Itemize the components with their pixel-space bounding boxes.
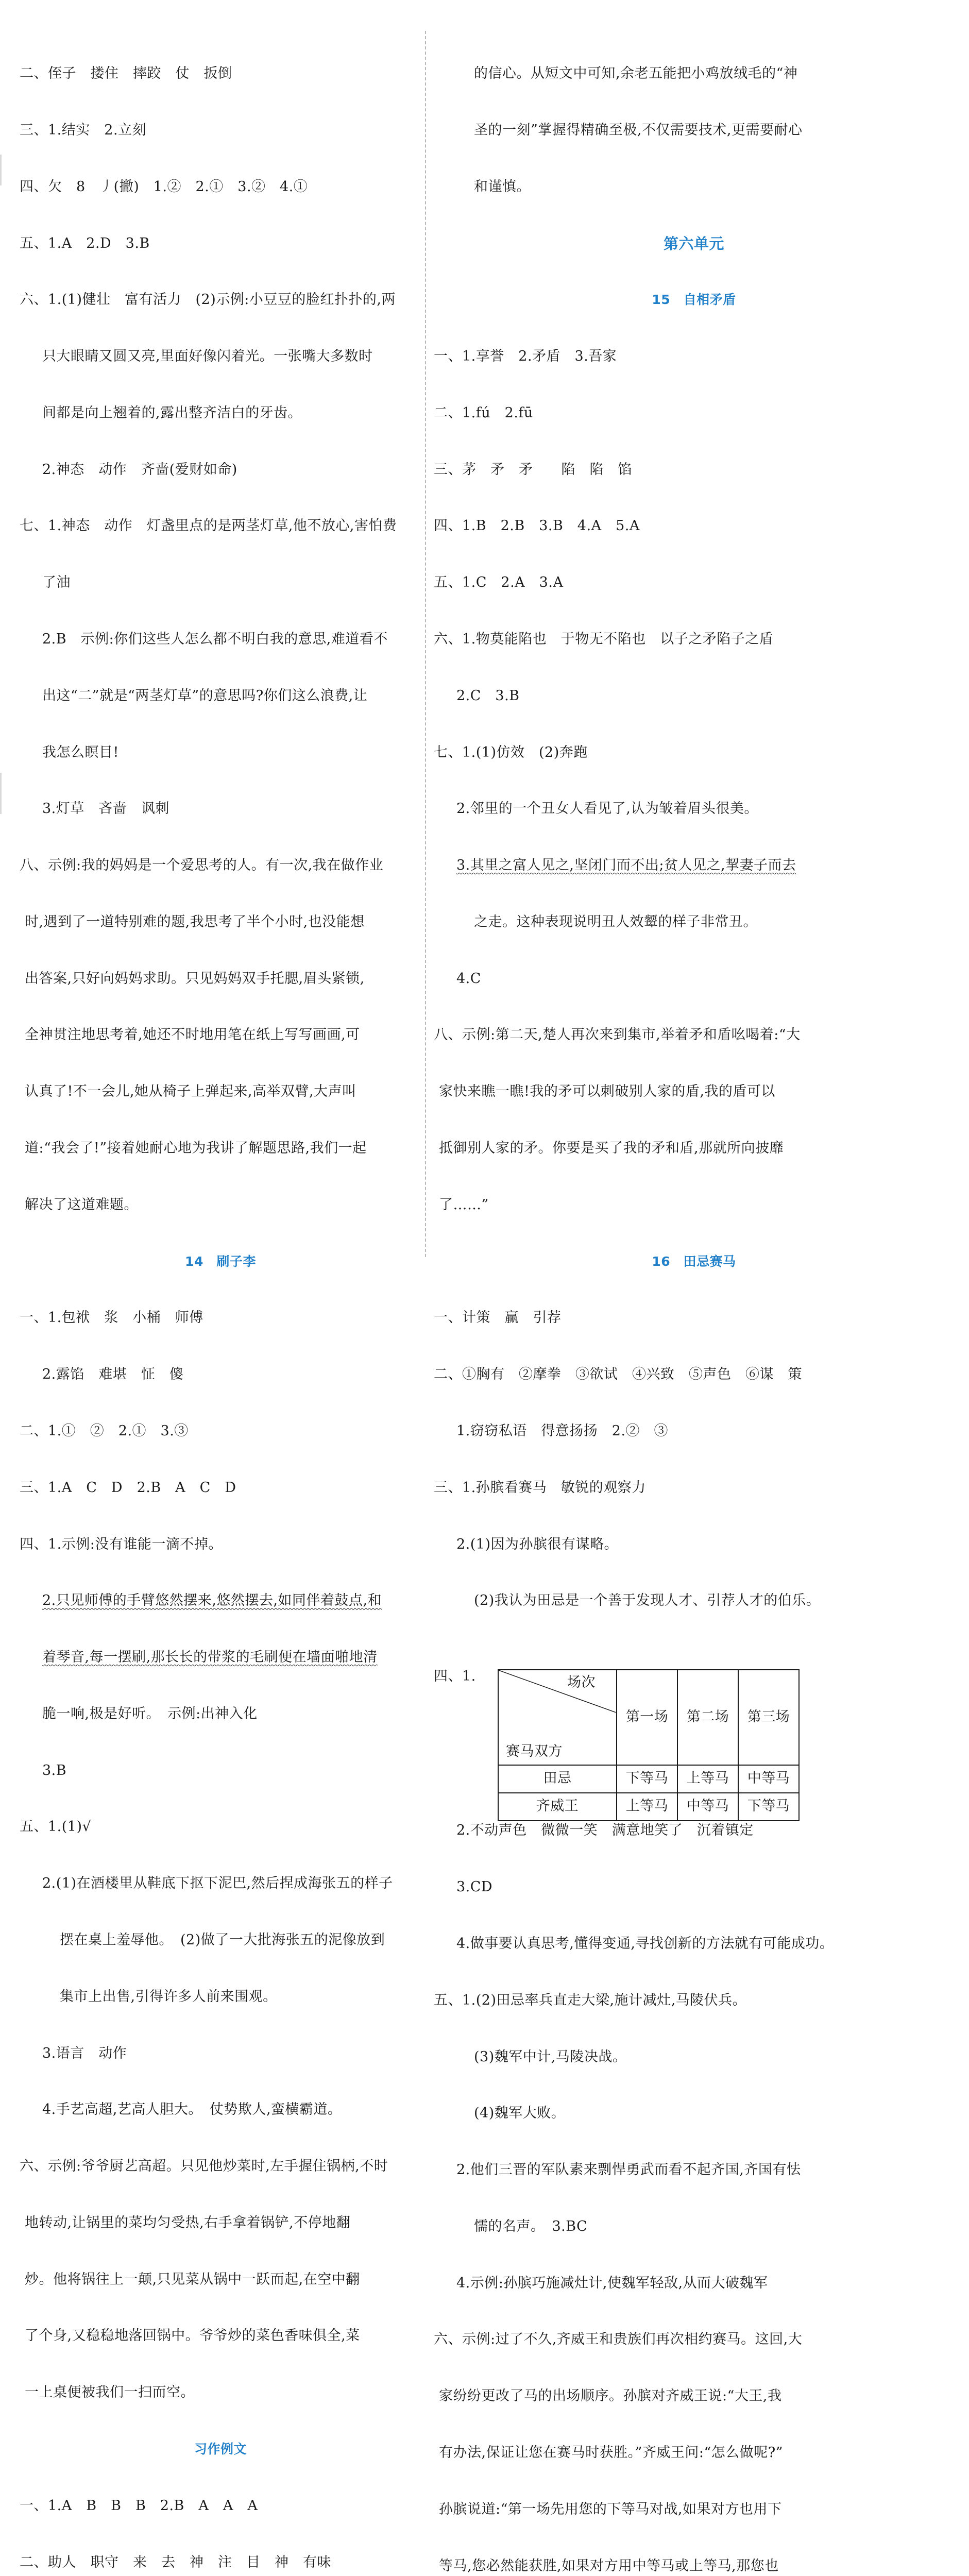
text-line: 2.不动声色 微微一笑 满意地笑了 沉着镇定 [456,1822,754,1839]
table-cell: 中等马 [677,1793,738,1821]
text-line: 2.他们三晋的军队素来剽悍勇武而看不起齐国,齐国有怯 [456,2162,801,2178]
text-line: 六、1.物莫能陷也 于物无不陷也 以子之矛陷子之盾 [434,631,774,647]
text-line: 三、1.结实 2.立刻 [20,122,147,138]
text-line: 2.只见师傅的手臂悠然摆来,悠然摆去,如同伴着鼓点,和 [42,1592,382,1609]
text-line: 一、1.A B B B 2.B A A A [20,2497,258,2514]
scan-edge-mark [0,773,2,814]
table-cell: 下等马 [738,1793,799,1821]
text-line: 3.灯草 吝啬 讽刺 [42,801,169,817]
text-line: 了……” [439,1196,489,1213]
column-divider [425,31,426,1257]
text-line: (3)魏军中计,马陵决战。 [474,2048,627,2065]
text-line: 六、示例:爷爷厨艺高超。只见他炒菜时,左手握住锅柄,不时 [20,2158,388,2175]
text-line: 1.窃窃私语 得意扬扬 2.② ③ [456,1422,669,1439]
table-cell: 中等马 [738,1765,799,1793]
text-line: 2.(1)因为孙膑很有谋略。 [456,1536,619,1552]
text-line: 八、示例:第二天,楚人再次来到集市,举着矛和盾吆喝着:“大 [434,1027,801,1043]
text-line: 七、1.神态 动作 灯盏里点的是两茎灯草,他不放心,害怕费 [20,518,397,534]
text-line: 三、1.孙膑看赛马 敏锐的观察力 [434,1479,646,1496]
table-cell: 田忌 [498,1765,617,1793]
table-header-cell: 第三场 [738,1670,799,1765]
table-cell: 下等马 [617,1765,677,1793]
text-line: 二、①胸有 ②摩拳 ③欲试 ④兴致 ⑤声色 ⑥谋 策 [434,1366,802,1383]
text-line: 认真了!不一会儿,她从椅子上弹起来,高举双臂,大声叫 [25,1083,356,1100]
text-line: 2.C 3.B [456,687,520,704]
text-line: 五、1.C 2.A 3.A [434,574,564,591]
table-header-row [498,1670,799,1765]
horse-race-table [498,1669,800,1821]
left-column [20,27,421,2576]
text-line: 3.语言 动作 [42,2045,127,2061]
text-line: 了个身,又稳稳地落回锅中。爷爷炒的菜色香味俱全,菜 [25,2328,360,2344]
lesson-heading: 16 田忌赛马 [652,1253,736,1269]
text-line: 2.神态 动作 齐啬(爱财如命) [42,461,237,478]
text-line: 五、1.(1)√ [20,1819,92,1835]
text-line: 地转动,让锅里的菜均匀受热,右手拿着锅铲,不停地翻 [25,2214,351,2231]
table-row [498,1765,799,1793]
text-line: 出这“二”就是“两茎灯草”的意思吗?你们这么浪费,让 [42,687,368,704]
text-line: 了油 [42,574,71,591]
lesson-heading: 15 自相矛盾 [652,292,736,308]
text-line: 一、计策 赢 引荐 [434,1310,562,1326]
text-line: 解决了这道难题。 [25,1196,138,1213]
text-line: 一、1.包袱 浆 小桶 师傅 [20,1310,203,1326]
table-header-cell: 第二场 [677,1670,738,1765]
text-line: 三、茅 矛 矛 陷 陷 馅 [434,461,632,478]
text-line: 炒。他将锅往上一颠,只见菜从锅中一跃而起,在空中翻 [25,2271,360,2287]
text-line: 时,遇到了一道特别难的题,我思考了半个小时,也没能想 [25,913,365,930]
text-line: 抵御别人家的矛。你要是买了我的矛和盾,那就所向披靡 [439,1140,784,1157]
text-line: 二、1.① ② 2.① 3.③ [20,1422,189,1439]
text-line: 二、助人 职守 来 去 神 注 目 神 有味 [20,2554,331,2570]
section-heading: 习作例文 [194,2442,247,2456]
text-line: 六、示例:过了不久,齐威王和贵族们再次相约赛马。这回,大 [434,2331,803,2348]
text-line: 我怎么瞑目! [42,744,119,760]
header-top-label: 场次 [567,1674,596,1690]
right-column [434,27,954,2576]
text-line: 3.B [42,1762,67,1778]
text-line: 圣的一刻”掌握得精确至极,不仅需要技术,更需要耐心 [474,122,803,138]
text-line: 着琴音,每一摆刷,那长长的带浆的毛刷便在墙面啪地清 [42,1649,378,1666]
text-line: 等马,您必然能获胜,如果对方用中等马或上等马,那您也 [439,2557,779,2574]
text-line: 全神贯注地思考着,她还不时地用笔在纸上写写画画,可 [25,1027,360,1043]
text-line: 二、侄子 搂住 摔跤 仗 扳倒 [20,65,232,82]
text-line: 集市上出售,引得许多人前来围观。 [60,1988,277,2005]
text-line: 的信心。从短文中可知,余老五能把小鸡放绒毛的“神 [474,65,798,82]
text-line: 五、1.(2)田忌率兵直走大梁,施计减灶,马陵伏兵。 [434,1992,747,2008]
text-line: 2.露馅 难堪 怔 傻 [42,1366,184,1383]
text-line: 4.C [456,970,481,987]
scan-edge-mark [0,155,2,185]
text-line: 八、示例:我的妈妈是一个爱思考的人。有一次,我在做作业 [20,857,384,874]
header-bottom-label: 赛马双方 [506,1743,563,1760]
text-line: 3.CD [456,1879,493,1895]
text-line: 道:“我会了!”接着她耐心地为我讲了解题思路,我们一起 [25,1140,367,1157]
text-line: (4)魏军大败。 [474,2105,566,2122]
text-line: 3.其里之富人见之,坚闭门而不出;贫人见之,挈妻子而去 [456,857,796,874]
text-line: 一上桌便被我们一扫而空。 [25,2384,195,2401]
text-line: 2.(1)在酒楼里从鞋底下抠下泥巴,然后捏成海张五的样子 [42,1875,393,1892]
text-line: 之走。这种表现说明丑人效颦的样子非常丑。 [474,913,757,930]
horse-race-table-block [434,1667,954,1815]
unit-heading: 第六单元 [663,234,724,252]
text-line: 四、欠 8 丿(撇) 1.② 2.① 3.② 4.① [20,178,308,195]
text-line: 有办法,保证让您在赛马时获胜。”齐威王问:“怎么做呢?” [439,2445,784,2461]
table-cell: 齐威王 [498,1793,617,1821]
text-line: 三、1.A C D 2.B A C D [20,1479,236,1496]
text-line: 二、1.fú 2.fū [434,404,533,421]
text-line: 家快来瞧一瞧!我的矛可以刺破别人家的盾,我的盾可以 [439,1083,775,1100]
text-line: 孙膑说道:“第一场先用您的下等马对战,如果对方也用下 [439,2501,782,2517]
table-cell: 上等马 [617,1793,677,1821]
text-line: (2)我认为田忌是一个善于发现人才、引荐人才的伯乐。 [474,1592,821,1609]
text-line: 间都是向上翘着的,露出整齐洁白的牙齿。 [42,404,302,421]
diagonal-header-cell [498,1670,617,1765]
text-line: 七、1.(1)仿效 (2)奔跑 [434,744,588,760]
text-line: 六、1.(1)健壮 富有活力 (2)示例:小豆豆的脸红扑扑的,两 [20,292,396,308]
text-line: 懦的名声。 3.BC [474,2218,588,2234]
text-line: 4.示例:孙膑巧施减灶计,使魏军轻敌,从而大破魏军 [456,2275,768,2291]
text-line: 一、1.享誉 2.矛盾 3.吾家 [434,348,617,365]
text-line: 四、1.B 2.B 3.B 4.A 5.A [434,518,640,534]
text-line: 四、1.示例:没有谁能一滴不掉。 [20,1536,223,1552]
table-header-cell: 第一场 [617,1670,677,1765]
text-line: 和谨慎。 [474,178,531,195]
lesson-heading: 14 刷子李 [185,1253,256,1269]
text-line: 2.B 示例:你们这些人怎么都不明白我的意思,难道看不 [42,631,388,647]
question-label: 四、1. [434,1668,476,1684]
table-cell: 上等马 [677,1765,738,1793]
text-line: 4.做事要认真思考,懂得变通,寻找创新的方法就有可能成功。 [456,1936,834,1952]
text-line: 只大眼睛又圆又亮,里面好像闪着光。一张嘴大多数时 [42,348,373,365]
text-line: 五、1.A 2.D 3.B [20,235,150,251]
text-line: 4.手艺高超,艺高人胆大。 仗势欺人,蛮横霸道。 [42,2102,342,2118]
text-line: 出答案,只好向妈妈求助。只见妈妈双手托腮,眉头紧锁, [25,970,365,987]
text-line: 2.邻里的一个丑女人看见了,认为皱着眉头很美。 [456,801,758,817]
text-line: 家纷纷更改了马的出场顺序。孙膑对齐威王说:“大王,我 [439,2388,782,2404]
table-row [498,1793,799,1821]
text-line: 摆在桌上羞辱他。 (2)做了一大批海张五的泥像放到 [60,1931,385,1948]
diagonal-line [499,1670,616,1713]
text-line: 脆一响,极是好听。 示例:出神入化 [42,1705,258,1722]
